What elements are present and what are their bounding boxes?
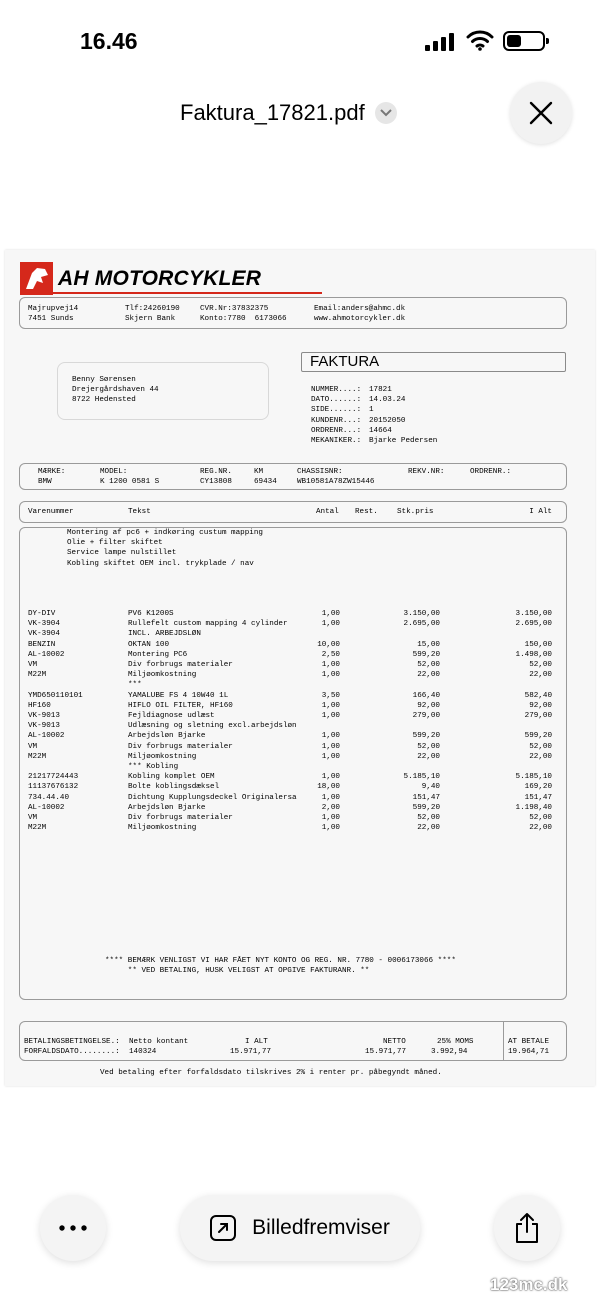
cellular-signal-icon — [425, 33, 455, 51]
vehicle-km-label: KM — [254, 468, 264, 476]
company-logo-icon — [20, 262, 53, 295]
totals-divider — [503, 1021, 504, 1061]
company-phone-bank: Tlf:24260190 Skjern Bank — [125, 305, 180, 324]
wifi-icon — [466, 28, 494, 52]
netto-label: NETTO — [383, 1038, 406, 1046]
lines-varenummer: DY-DIV VK-3904 VK-3904 BENZIN AL-10002 VM M22M YMD650110101 HF160 VK-9013 VK-9013 AL-10002 VM M22M 21217724443 11137676132 734.44.40 AL-10002 VM M22M — [28, 610, 83, 833]
vehicle-ordre-label: ORDRENR.: — [470, 468, 512, 476]
file-title[interactable] — [180, 100, 397, 126]
company-address: Majrupvej14 7451 Sunds — [28, 305, 79, 324]
company-info-box — [19, 297, 567, 329]
status-time: 16.46 — [80, 28, 138, 54]
vehicle-rekv-label: REKV.NR: — [408, 468, 445, 476]
customer-address: Benny Sørensen Drejergårdshaven 44 8722 Hedensted — [72, 376, 159, 405]
payment-terms-labels: BETALINGSBETINGELSE.: FORFALDSDATO........: — [24, 1038, 120, 1057]
company-logo — [20, 262, 261, 295]
amount-due-value: 19.964,71 — [508, 1048, 550, 1056]
column-i-alt: I Alt — [529, 508, 552, 516]
vehicle-km: 69434 — [254, 478, 277, 486]
battery-icon — [503, 31, 545, 51]
lines-tekst: PV6 K1200S Rullefelt custom mapping 4 cylinder INCL. ARBEJDSLØN OKTAN 100 Montering PC6 Div forbrugs materialer Miljøomkostning *** YAMALUBE FS 4 10W40 1L HIFLO OIL FILTER, HF160 Fejldiagnose udlæst Udlæsning og sletning excl.arbejdsløn Arbejdsløn Bjarke Div forbrugs materialer Miljøomkostning *** Kobling Kobling komplet OEM Bolte koblingsdæksel Dichtung Kupplungsdeckel Originalersa Arbejdsløn Bjarke Div forbrugs materialer Miljøomkostning — [128, 610, 297, 833]
vehicle-reg-label: REG.NR. — [200, 468, 232, 476]
netto-value: 15.971,77 — [365, 1048, 407, 1056]
vat-value: 3.992,94 — [431, 1048, 468, 1056]
column-stk-pris: Stk.pris — [397, 508, 434, 516]
vehicle-model: K 1200 0581 S — [100, 478, 160, 486]
chevron-down-icon[interactable] — [375, 102, 397, 124]
vehicle-brand: BMW — [38, 478, 52, 486]
more-button[interactable] — [40, 1195, 106, 1261]
footer-note: Ved betaling efter forfaldsdato tilskrives 2% i renter pr. påbegyndt måned. — [100, 1069, 442, 1077]
company-email-web: Email:anders@ahmc.dk www.ahmotorcykler.dk — [314, 305, 406, 324]
image-viewer-button[interactable] — [180, 1195, 420, 1261]
lines-antal: 1,00 1,00 10,00 2,50 1,00 1,00 3,50 1,00 1,00 1,00 1,00 1,00 1,00 18,00 1,00 2,00 1,00 1,00 — [317, 610, 340, 833]
logo-underline — [20, 292, 322, 294]
column-rest: Rest. — [355, 508, 378, 516]
file-name: Faktura_17821.pdf — [180, 100, 365, 125]
more-icon — [58, 1224, 88, 1232]
amount-due-label: AT BETALE — [508, 1038, 550, 1046]
column-tekst: Tekst — [128, 508, 151, 516]
column-varenummer: Varenummer — [28, 508, 74, 516]
vehicle-chassis-label: CHASSISNR: — [297, 468, 343, 476]
vehicle-model-label: MODEL: — [100, 468, 128, 476]
lines-i-alt: 3.150,00 2.695,00 150,00 1.498,00 52,00 22,00 582,40 92,00 279,00 599,20 52,00 22,00 5.185,10 169,20 151,47 1.198,40 52,00 22,00 — [515, 610, 552, 833]
company-cvr-account: CVR.Nr:37832375 Konto:7780 6173066 — [200, 305, 287, 324]
work-description: Montering af pc6 + indkøring custum mapping Olie + filter skiftet Service lampe nulstillet Kobling skiftet OEM incl. trykplade / nav — [67, 529, 263, 568]
total-value: 15.971,77 — [230, 1048, 272, 1056]
vat-label: 25% MOMS — [437, 1038, 474, 1046]
table-header-box — [19, 501, 567, 523]
share-button[interactable] — [494, 1195, 560, 1261]
company-name: AH MOTORCYKLER — [58, 266, 262, 290]
invoice-document — [5, 250, 595, 1086]
close-button[interactable] — [510, 82, 572, 144]
invoice-meta-labels: NUMMER....: DATO......: SIDE......: KUNDENR...: ORDRENR...: MEKANIKER.: — [311, 386, 362, 446]
payment-terms-values: Netto kontant 140324 — [129, 1038, 189, 1057]
vehicle-chassis: WB10581A78ZW15446 — [297, 478, 375, 486]
status-bar — [0, 0, 600, 80]
payment-notice: **** BEMÆRK VENLIGST VI HAR FÅET NYT KONTO OG REG. NR. 7780 - 0006173066 **** ** VED BETALING, HUSK VELIGST AT OPGIVE FAKTURANR. ** — [105, 957, 456, 976]
invoice-meta-values: 17821 14.03.24 1 20152050 14664 Bjarke Pedersen — [369, 386, 438, 446]
close-icon — [529, 101, 553, 125]
image-viewer-label: Billedfremviser — [252, 1216, 390, 1239]
total-label: I ALT — [245, 1038, 268, 1046]
open-external-icon — [210, 1215, 236, 1241]
lines-stk-pris: 3.150,00 2.695,00 15,00 599,20 52,00 22,00 166,40 92,00 279,00 599,20 52,00 22,00 5.185,10 9,40 151,47 599,20 52,00 22,00 — [403, 610, 440, 833]
column-antal: Antal — [316, 508, 339, 516]
vehicle-reg: CY13808 — [200, 478, 232, 486]
share-icon — [514, 1212, 540, 1244]
invoice-title: FAKTURA — [301, 352, 566, 372]
watermark: 123mc.dk — [490, 1275, 568, 1294]
vehicle-brand-label: MÆRKE: — [38, 468, 66, 476]
